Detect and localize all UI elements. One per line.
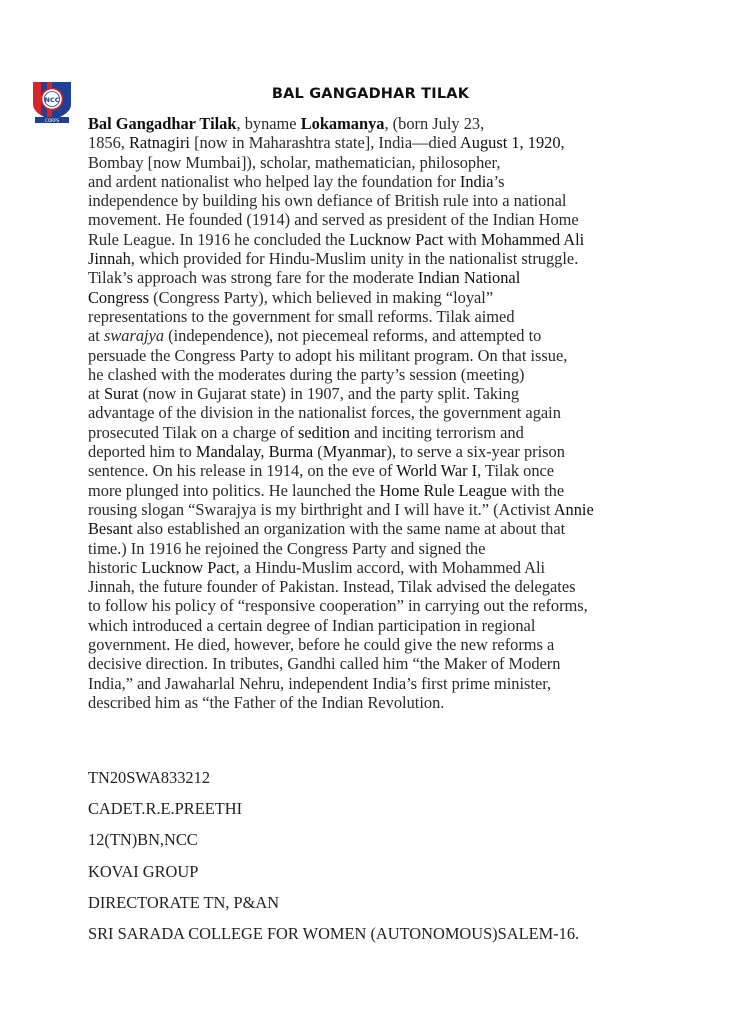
link-congress[interactable]: Congress (88, 287, 150, 307)
link-mohammed-ali-jinnah[interactable]: Mohammed Ali (480, 229, 585, 249)
text-line: described him as “the Father of the Indian Revolution. (88, 692, 445, 712)
text-line: Jinnah, which provided for Hindu-Muslim unity in the nationalist struggle. (88, 249, 579, 269)
text-line: historic Lucknow Pact, a Hindu-Muslim accord, with Mohammed Ali (88, 557, 546, 577)
text-line: which introduced a certain degree of Indian participation in regional (88, 615, 536, 635)
battalion: 12(TN)BN,NCC (88, 830, 198, 850)
text-line: government. He died, however, before he could give the new reforms a (88, 635, 555, 655)
biography-paragraph (88, 114, 648, 712)
text-line: time.) In 1916 he rejoined the Congress Party and signed the (88, 538, 486, 558)
link-sedition[interactable]: sedition (298, 422, 350, 442)
link-annie-besant[interactable]: Annie (553, 499, 594, 519)
link-ratnagiri[interactable]: Ratnagiri (128, 133, 190, 153)
text-line: persuade the Congress Party to adopt his militant program. On that issue, (88, 345, 568, 365)
text-line: decisive direction. In tributes, Gandhi called him “the Maker of Modern (88, 654, 561, 674)
text-line: Jinnah, the future founder of Pakistan. Instead, Tilak advised the delegates (88, 577, 576, 597)
page-title: BAL GANGADHAR TILAK (271, 86, 470, 102)
text-line: Congress (Congress Party), which believed in making “loyal” (88, 287, 494, 307)
cadet-name: CADET.R.E.PREETHI (88, 799, 243, 819)
link-jinnah[interactable]: Jinnah (88, 249, 131, 269)
text-line: at swarajya (independence), not piecemeal reforms, and attempted to (88, 326, 542, 346)
text-line: sentence. On his release in 1914, on the eve of World War I, Tilak once (88, 461, 555, 481)
text-line: and ardent nationalist who helped lay the foundation for India’s (88, 171, 505, 191)
logo-motto: CORPS (44, 118, 60, 123)
text-line: more plunged into politics. He launched the Home Rule League with the (88, 480, 565, 500)
link-lucknow-pact-2[interactable]: Lucknow Pact (141, 557, 236, 577)
group-name: KOVAI GROUP (88, 861, 199, 881)
text-line: he clashed with the moderates during the party’s session (meeting) (88, 364, 525, 384)
link-india[interactable]: India (459, 171, 494, 191)
text-line: at Surat (now in Gujarat state) in 1907, and the party split. Taking (88, 384, 520, 404)
text-line: deported him to Mandalay, Burma (Myanmar), to serve a six-year prison (88, 442, 565, 462)
text-line: India,” and Jawaharlal Nehru, independent India’s first prime minister, (88, 673, 552, 693)
link-burma[interactable]: Burma (268, 442, 314, 462)
link-lucknow-pact[interactable]: Lucknow Pact (349, 229, 444, 249)
text-line: independence by building his own defiance of British rule into a national (88, 191, 567, 211)
text-line: advantage of the division in the nationalist forces, the government again (88, 403, 561, 423)
text-line: prosecuted Tilak on a charge of sedition and inciting terrorism and (88, 422, 524, 442)
text-line: 1856, Ratnagiri [now in Maharashtra state], India—died August 1, 1920, (88, 133, 565, 153)
link-besant[interactable]: Besant (88, 519, 133, 539)
text-line: Rule League. In 1916 he concluded the Lucknow Pact with Mohammed Ali (88, 229, 585, 249)
text-line: to follow his policy of “responsive cooperation” in carrying out the reforms, (88, 596, 588, 616)
text-line: Besant also established an organization with the same name at about that (88, 519, 566, 539)
college-name: SRI SARADA COLLEGE FOR WOMEN (AUTONOMOUS)SALEM-16. (88, 923, 580, 943)
term-swarajya: swarajya (103, 326, 165, 346)
registration-number: TN20SWA833212 (88, 768, 211, 787)
text-line: representations to the government for small reforms. Tilak aimed (88, 306, 515, 326)
directorate: DIRECTORATE TN, P&AN (88, 892, 280, 912)
text-line: Bombay [now Mumbai]), scholar, mathematician, philosopher, (88, 152, 501, 172)
logo-text: NCC (44, 96, 60, 104)
link-surat[interactable]: Surat (103, 384, 139, 404)
link-mandalay[interactable]: Mandalay (195, 442, 261, 462)
text-line: movement. He founded (1914) and served as president of the Indian Home (88, 210, 579, 230)
text-line: rousing slogan “Swarajya is my birthright and I will have it.” (Activist Annie (88, 499, 594, 519)
link-home-rule-league[interactable]: Home Rule League (379, 480, 507, 500)
author-details (88, 768, 688, 955)
text-line: Bal Gangadhar Tilak, byname Lokamanya, (born July 23, (88, 114, 485, 133)
text-line: Tilak’s approach was strong fare for the moderate Indian National (88, 268, 521, 288)
link-myanmar[interactable]: Myanmar (322, 442, 387, 462)
link-world-war-i[interactable]: World War I (396, 461, 478, 481)
link-indian-national-congress[interactable]: Indian National (417, 268, 521, 288)
link-august-1-1920[interactable]: August 1, 1920 (459, 133, 561, 153)
